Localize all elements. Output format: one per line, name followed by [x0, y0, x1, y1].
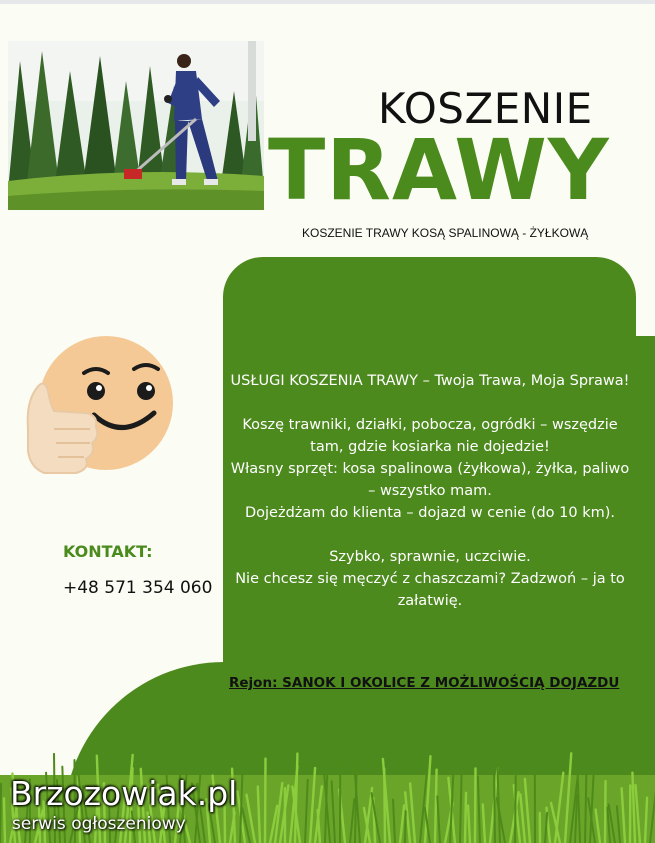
thumbs-up-smile-emoji-icon — [24, 333, 178, 481]
card-line-2: Koszę trawniki, działki, pobocza, ogródki – wszędzie tam, gdzie kosiarka nie dojedzie! — [242, 417, 618, 455]
title-koszenie: KOSZENIE — [378, 84, 593, 133]
grass-trimmer-photo — [8, 41, 264, 210]
service-region: Rejon: SANOK I OKOLICE Z MOŻLIWOŚCIĄ DOJAZDU — [229, 675, 620, 691]
card-line-5: Szybko, sprawnie, uczciwie. — [329, 549, 531, 565]
contact-phone[interactable]: +48 571 354 060 — [63, 578, 213, 598]
header-photo — [8, 41, 264, 210]
subtitle: KOSZENIE TRAWY KOSĄ SPALINOWĄ - ŻYŁKOWĄ — [302, 226, 589, 240]
card-line-4: Dojeżdżam do klienta – dojazd w cenie (do 10 km). — [244, 505, 616, 521]
watermark-tagline: serwis ogłoszeniowy — [12, 814, 186, 834]
card-line-6: Nie chcesz się męczyć z chaszczami? Zadzwoń – ja to załatwię. — [235, 571, 625, 609]
watermark-site: Brzozowiak.pl — [10, 774, 238, 813]
card-line-1: USŁUGI KOSZENIA TRAWY – Twoja Trawa, Moja Sprawa! — [230, 373, 630, 389]
title-trawy: TRAWY — [268, 121, 610, 219]
card-line-3: Własny sprzęt: kosa spalinowa (żyłkowa), żyłka, paliwo – wszystko mam. — [230, 461, 630, 499]
contact-label: KONTAKT: — [63, 542, 153, 561]
top-strip — [0, 0, 655, 4]
service-description — [226, 370, 634, 612]
